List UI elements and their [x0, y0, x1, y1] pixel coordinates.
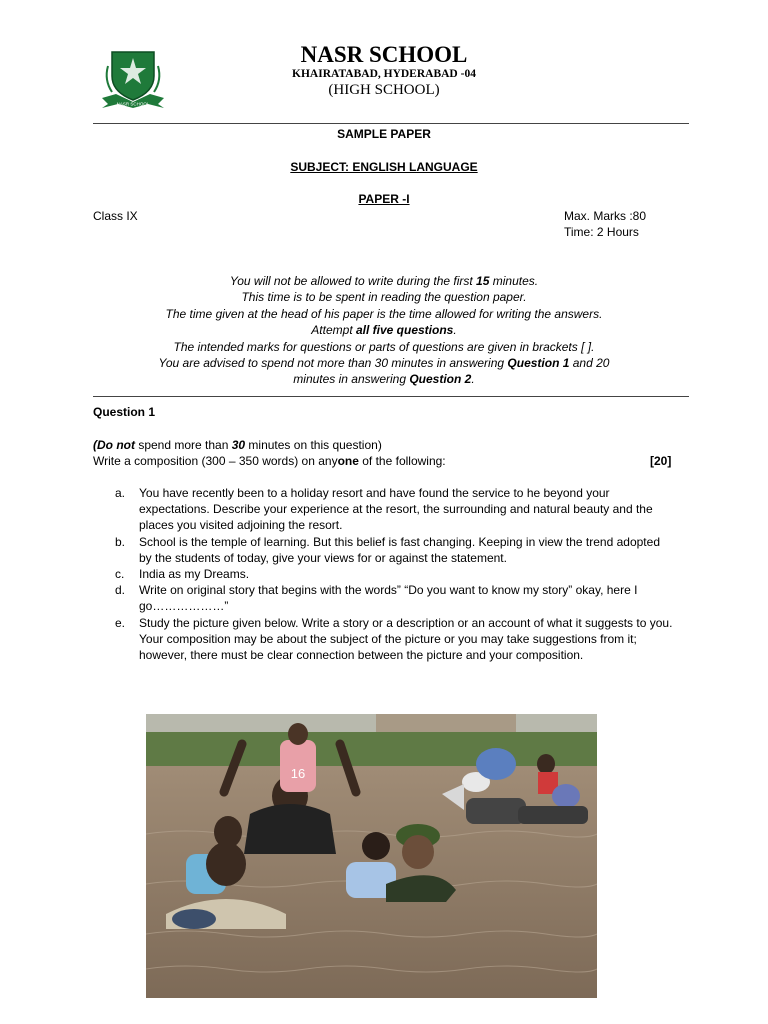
- question-1-prompt: Write a composition (300 – 350 words) on anyone of the following:: [93, 454, 446, 468]
- time-allowed: Time: 2 Hours: [564, 225, 639, 239]
- option-a: a. You have recently been to a holiday resort and have found the service to he beyond your expectations. Describe your experience at the resort, the surrounding and natural beauty and the places you visited adjoining the resort.: [115, 486, 653, 533]
- school-level: (HIGH SCHOOL): [328, 82, 440, 98]
- flood-photograph: [146, 714, 597, 998]
- option-d: d. Write on original story that begins with the words” “Do you want to know my story” okay, here I go………………”: [115, 583, 638, 614]
- option-e: e. Study the picture given below. Write a story or a description or an account of what it suggests to you. Your composition may be about the subject of the picture or you may take suggestions from it; however, there must be clear connection between the picture and your composition.: [115, 615, 673, 663]
- paper-number: PAPER -I: [358, 192, 410, 206]
- instruction-line-3: The time given at the head of his paper is the time allowed for writing the answers.: [165, 306, 603, 321]
- instruction-line-1: You will not be allowed to write during the first 15 minutes.: [229, 274, 539, 288]
- header-divider: [93, 123, 689, 124]
- question-1-marks: [20]: [650, 454, 672, 468]
- composition-options-list: [115, 485, 675, 663]
- option-c: c. India as my Dreams.: [115, 567, 250, 582]
- paper-type: SAMPLE PAPER: [337, 127, 431, 141]
- question-1-note: (Do not spend more than 30 minutes on this question): [93, 438, 382, 452]
- instruction-line-2: This time is to be spent in reading the question paper.: [241, 290, 527, 305]
- question-1-heading: Question 1: [93, 405, 156, 419]
- paper-subject: SUBJECT: ENGLISH LANGUAGE: [290, 160, 478, 174]
- instruction-line-7: minutes in answering Question 2.: [293, 372, 475, 387]
- instruction-line-6: You are advised to spend not more than 30 minutes in answering Question 1 and 20: [158, 356, 610, 371]
- instruction-line-5: The intended marks for questions or parts of questions are given in brackets [ ].: [173, 339, 595, 354]
- max-marks: Max. Marks :80: [564, 209, 647, 223]
- instruction-line-4: Attempt all five questions.: [311, 323, 457, 338]
- instructions-divider: [93, 396, 689, 397]
- logo-ribbon-text: NASR SCHOOL: [116, 101, 150, 107]
- shirt-number: 16: [290, 766, 306, 781]
- option-b: b. School is the temple of learning. But this belief is fast changing. Keeping in view the trend adopted by the students of today, give your views for or against the statement.: [115, 534, 660, 565]
- school-name: NASR SCHOOL: [300, 42, 468, 67]
- school-address: KHAIRATABAD, HYDERABAD -04: [292, 68, 476, 80]
- class-label: Class IX: [93, 209, 138, 223]
- instructions-block: [120, 273, 648, 388]
